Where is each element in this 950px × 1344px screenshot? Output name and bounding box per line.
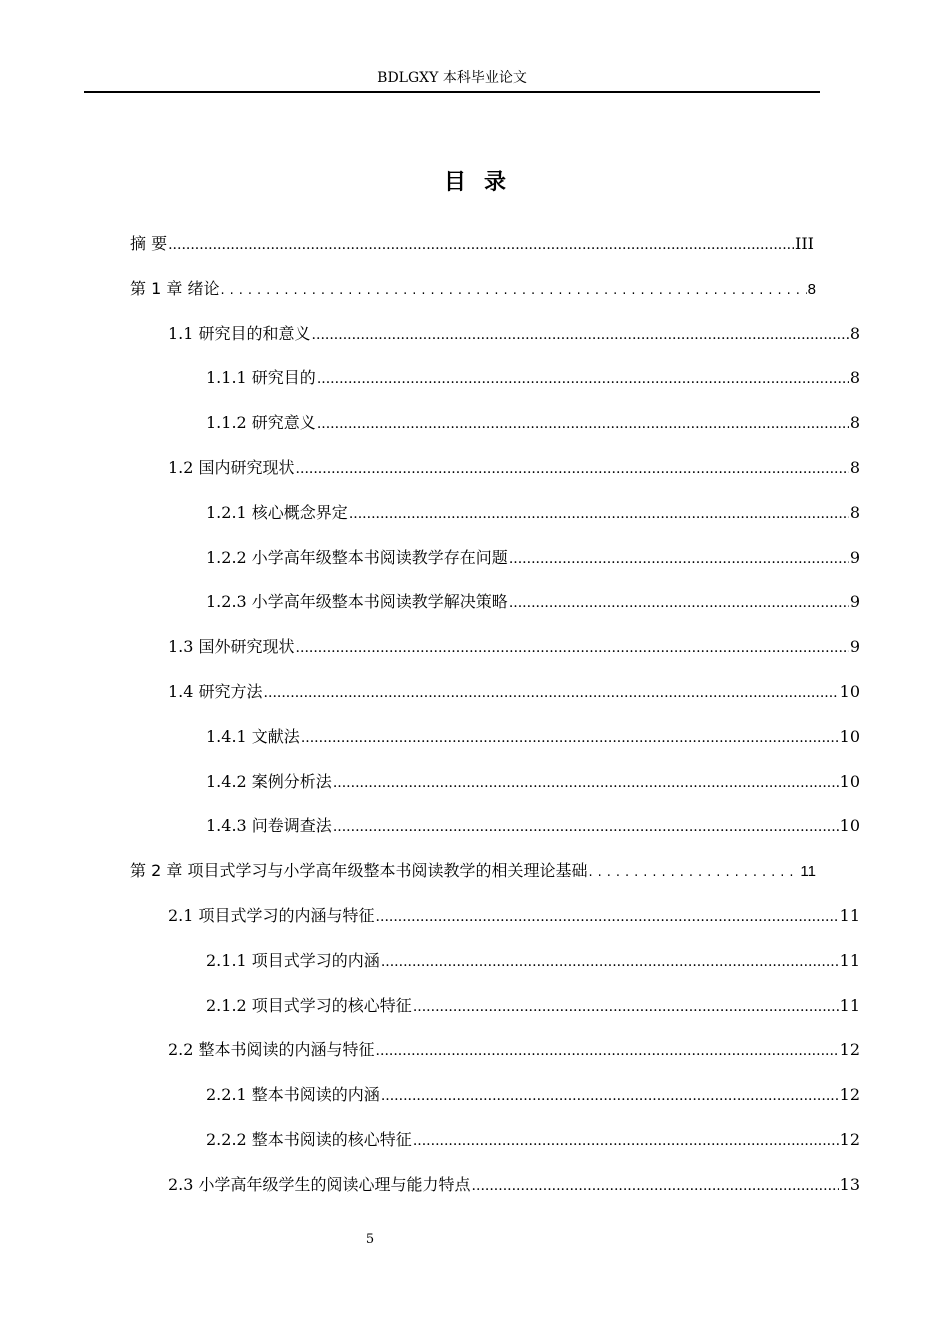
dot-leader [509, 547, 849, 571]
toc-entry[interactable] [168, 456, 860, 481]
dot-leader [376, 1039, 839, 1063]
toc-entry-page: III [795, 234, 814, 253]
toc-entry-label: 2.2.2 整本书阅读的核心特征 [206, 1130, 412, 1149]
toc-entry-page: 12 [839, 1040, 860, 1059]
toc-entry-page: 12 [839, 1085, 860, 1104]
toc-entry-page: 9 [849, 592, 860, 611]
toc-entry-label: 1.1.1 研究目的 [206, 368, 316, 387]
toc-entry[interactable] [168, 1038, 860, 1063]
toc-entry-label: 1.2.1 核心概念界定 [206, 503, 348, 522]
toc-entry-page: 11 [800, 863, 816, 880]
toc-entry-label: 2.3 小学高年级学生的阅读心理与能力特点 [168, 1175, 471, 1194]
dot-leader [376, 905, 839, 929]
toc-entry-label: 1.4 研究方法 [168, 682, 263, 701]
toc-entry-label: 1.1 研究目的和意义 [168, 324, 311, 343]
dot-leader [220, 279, 806, 303]
dot-leader [349, 502, 849, 526]
toc-chapter-entry[interactable] [130, 277, 816, 303]
toc-entry-label: 1.4.3 问卷调查法 [206, 816, 332, 835]
dot-leader [413, 995, 839, 1019]
toc-entry-page: 8 [807, 281, 816, 298]
dot-leader [296, 636, 849, 660]
toc-entry[interactable] [206, 949, 860, 974]
toc-entry-label: 1.3 国外研究现状 [168, 637, 295, 656]
dot-leader [333, 771, 839, 795]
toc-entry[interactable] [168, 904, 860, 929]
dot-leader [168, 233, 794, 257]
toc-entry-label: 1.2 国内研究现状 [168, 458, 295, 477]
toc-entry-label: 2.1.1 项目式学习的内涵 [206, 951, 380, 970]
toc-entry-page: 12 [839, 1130, 860, 1149]
running-header: BDLGXY 本科毕业论文 [377, 70, 527, 86]
toc-entry-page: 8 [849, 324, 860, 343]
toc-entry-label: 1.2.3 小学高年级整本书阅读教学解决策略 [206, 592, 508, 611]
toc-entry-page: 9 [849, 548, 860, 567]
toc-entry[interactable] [206, 1083, 860, 1108]
toc-entry[interactable] [206, 1128, 860, 1153]
header-rule [84, 91, 820, 93]
dot-leader [588, 861, 799, 885]
toc-entry[interactable] [206, 590, 860, 615]
toc-entry-label: 1.2.2 小学高年级整本书阅读教学存在问题 [206, 548, 508, 567]
page-number: 5 [365, 1232, 375, 1247]
toc-entry-page: 9 [849, 637, 860, 656]
toc-entry-label: 2.2 整本书阅读的内涵与特征 [168, 1040, 375, 1059]
toc-entry-page: 10 [839, 772, 860, 791]
dot-leader [317, 367, 849, 391]
dot-leader [264, 681, 839, 705]
toc-entry[interactable] [206, 366, 860, 391]
toc-entry-label: 2.1 项目式学习的内涵与特征 [168, 906, 375, 925]
toc-entry[interactable] [206, 814, 860, 839]
toc-entry[interactable] [168, 1173, 860, 1198]
dot-leader [509, 591, 849, 615]
toc-entry[interactable] [206, 501, 860, 526]
toc-entry-label: 摘 要 [130, 234, 168, 253]
toc-entry-label: 1.4.1 文献法 [206, 727, 300, 746]
toc-entry-label: 1.4.2 案例分析法 [206, 772, 332, 791]
toc-entry-page: 10 [839, 816, 860, 835]
toc-entry-page: 8 [849, 458, 860, 477]
toc-entry-page: 8 [849, 413, 860, 432]
toc-entry[interactable] [206, 725, 860, 750]
toc-chapter-entry[interactable] [130, 859, 816, 885]
dot-leader [317, 412, 849, 436]
toc-entry-page: 8 [849, 503, 860, 522]
toc-entry[interactable] [130, 232, 814, 257]
toc-entry[interactable] [206, 770, 860, 795]
toc-entry-page: 11 [839, 996, 860, 1015]
dot-leader [333, 815, 839, 839]
toc-entry[interactable] [168, 635, 860, 660]
dot-leader [312, 323, 849, 347]
toc-entry-page: 10 [839, 727, 860, 746]
dot-leader [301, 726, 839, 750]
toc-entry-label: 1.1.2 研究意义 [206, 413, 316, 432]
toc-entry-label: 2.2.1 整本书阅读的内涵 [206, 1085, 380, 1104]
dot-leader [413, 1129, 839, 1153]
toc-entry-page: 11 [839, 906, 860, 925]
toc-entry-page: 10 [839, 682, 860, 701]
toc-title: 目录 [443, 170, 524, 195]
toc-entry-label: 2.1.2 项目式学习的核心特征 [206, 996, 412, 1015]
toc-entry-label: 第 2 章 项目式学习与小学高年级整本书阅读教学的相关理论基础 [130, 861, 588, 880]
dot-leader [472, 1174, 839, 1198]
toc-entry[interactable] [168, 680, 860, 705]
toc-entry[interactable] [206, 546, 860, 571]
dot-leader [381, 950, 839, 974]
toc-entry-page: 11 [839, 951, 860, 970]
dot-leader [381, 1084, 839, 1108]
toc-entry-page: 13 [839, 1175, 860, 1194]
toc-entry-page: 8 [849, 368, 860, 387]
toc-entry-label: 第 1 章 绪论 [130, 279, 220, 298]
toc-entry[interactable] [206, 411, 860, 436]
dot-leader [296, 457, 849, 481]
toc-entry[interactable] [206, 994, 860, 1019]
toc-entry[interactable] [168, 322, 860, 347]
